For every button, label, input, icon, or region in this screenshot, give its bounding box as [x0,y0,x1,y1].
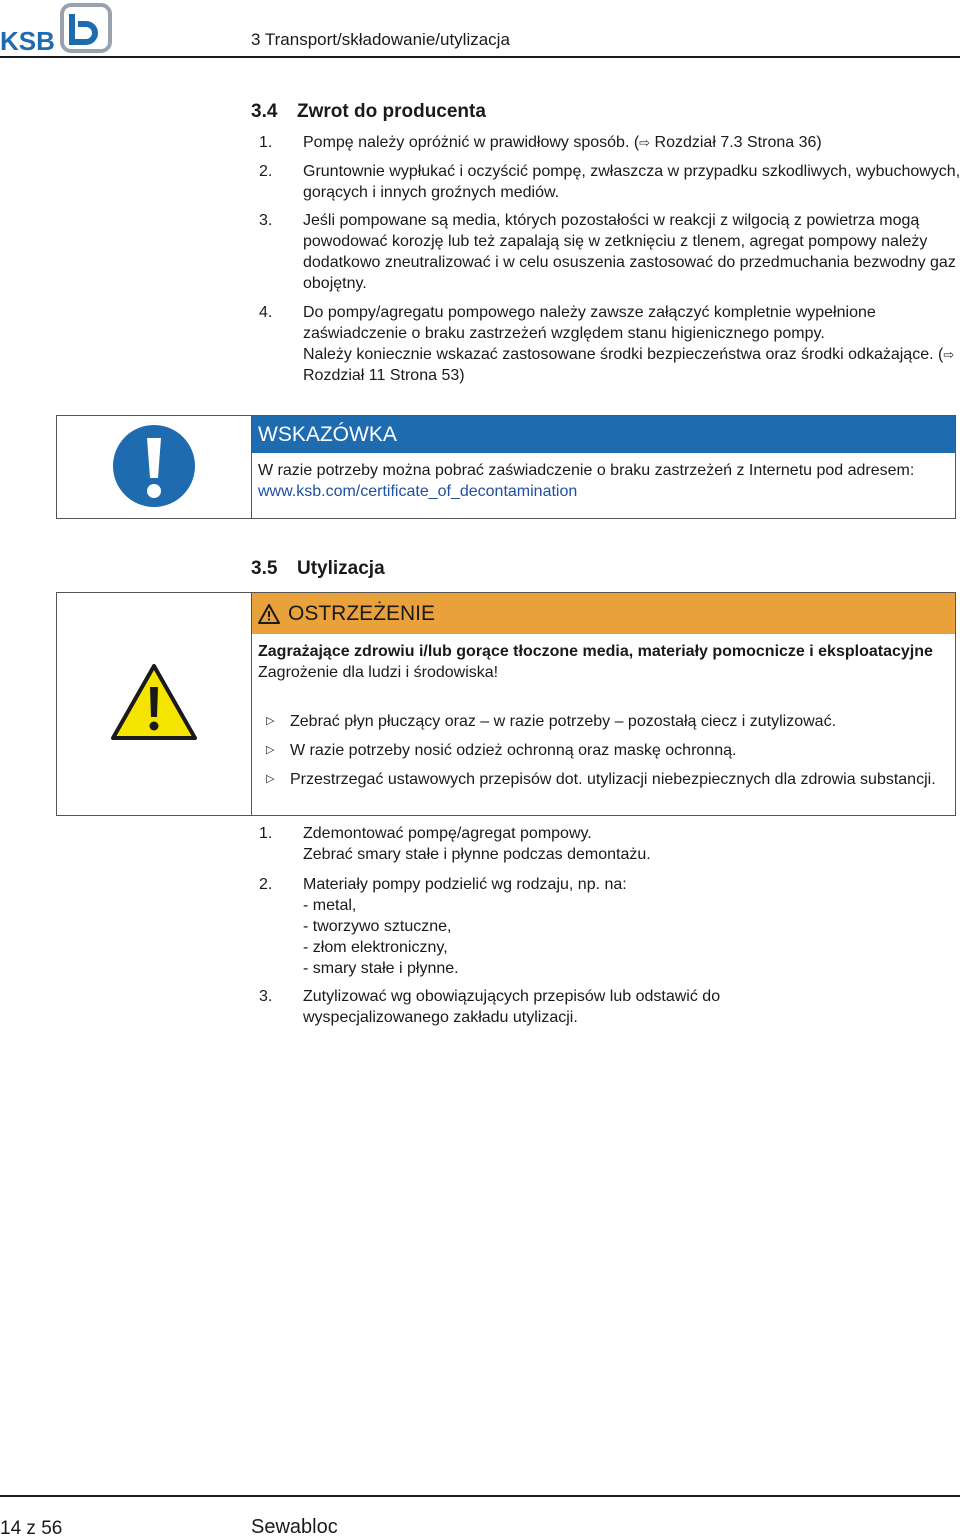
step-text: Zdemontować pompę/agregat pompowy. Zebrać smary stałe i płynne podczas demontażu. [303,825,651,863]
bullet-triangle-icon: ▷ [266,773,275,785]
measure-text: Zebrać płyn płuczący oraz – w razie potrzeby – pozostałą ciecz i zutylizować. [290,713,837,730]
warning-hazard-title: Zagrażające zdrowiu i/lub gorące tłoczone media, materiały pomocnicze i eksploatacyjne [258,643,933,660]
document-name: Sewabloc [251,1516,338,1538]
section-title: Utylizacja [297,558,385,579]
step-number: 4. [259,304,273,321]
cross-reference-link[interactable]: Rozdział 7.3 Strona 36) [654,134,822,151]
xref-arrow-icon: ⇨ [943,347,955,362]
warning-small-triangle-icon [258,604,280,624]
step-number: 1. [259,825,273,842]
mandatory-exclamation-icon [112,424,196,508]
step-number: 1. [259,134,273,151]
bullet-triangle-icon: ▷ [266,715,275,727]
cross-reference-link[interactable]: Rozdział 11 Strona 53) [303,367,465,384]
step-number: 2. [259,163,273,180]
notice-text: W razie potrzeby można pobrać zaświadczenie o braku zastrzeżeń z Internetu pod adresem: www.ksb.com/certificate_of_decontamination [258,462,915,500]
warning-box [56,592,956,816]
section-number: 3.4 [251,101,278,122]
ksb-logo [0,0,118,56]
notice-box [56,415,956,519]
page-number: 14 z 56 [0,1518,63,1539]
section-number: 3.5 [251,558,278,579]
section-title: Zwrot do producenta [297,101,486,122]
header-section-path: 3 Transport/składowanie/utylizacja [251,30,510,49]
step-text: Pompę należy opróżnić w prawidłowy sposób. (⇨ Rozdział 7.3 Strona 36) [303,134,822,151]
return-steps-list [259,132,960,412]
step-number: 3. [259,212,273,229]
warning-body [258,641,954,788]
certificate-link[interactable]: www.ksb.com/certificate_of_decontamination [258,483,578,500]
notice-heading: WSKAZÓWKA [252,416,955,453]
bullet-triangle-icon: ▷ [266,744,275,756]
measure-text: Przestrzegać ustawowych przepisów dot. utylizacji niebezpiecznych dla zdrowia substancji. [290,771,936,788]
warning-heading-text: OSTRZEŻENIE [288,602,436,625]
header-divider [0,56,960,58]
measure-text: W razie potrzeby nosić odzież ochronną oraz maskę ochronną. [290,742,737,759]
step-text: Zutylizować wg obowiązujących przepisów lub odstawić do wyspecjalizowanego zakładu utylizacji. [303,988,721,1026]
step-number: 3. [259,988,273,1005]
warning-triangle-icon [110,663,198,741]
xref-arrow-icon: ⇨ [639,135,651,150]
step-text: Jeśli pompowane są media, których pozostałości w reakcji z wilgocią z powietrza mogą powodować korozję lub też zapalają się w zetknięciu z tlenem, agregat pompowy należy dodatkowo zneutralizować i w celu osuszenia zastosować do przedmuchania bezwodny gaz obojętny. [303,212,956,292]
step-text: Materiały pompy podzielić wg rodzaju, np. na: - metal, - tworzywo sztuczne, - złom elektroniczny, - smary stałe i płynne. [303,876,627,977]
step-text: Gruntownie wypłukać i oczyścić pompę, zwłaszcza w przypadku szkodliwych, wybuchowych, gorących i innych groźnych mediów. [303,163,960,201]
disposal-steps-list [259,823,960,1033]
footer-divider [0,1495,960,1497]
svg-text:KSB: KSB [0,26,55,56]
warning-icon-cell [57,593,252,815]
section-3-5-heading [251,558,385,580]
step-number: 2. [259,876,273,893]
warning-consequence: Zagrożenie dla ludzi i środowiska! [258,664,499,681]
notice-icon-cell [57,416,252,518]
section-3-4-heading [251,101,486,123]
warning-heading [252,593,955,634]
step-text: Do pompy/agregatu pompowego należy zawsze załączyć kompletnie wypełnione zaświadczenie o braku zastrzeżeń względem stanu higienicznego pompy. Należy koniecznie wskazać zastosowane środki bezpieczeństwa oraz środki odkażające. (⇨ Rozdział 11 Strona 53) [303,304,955,384]
